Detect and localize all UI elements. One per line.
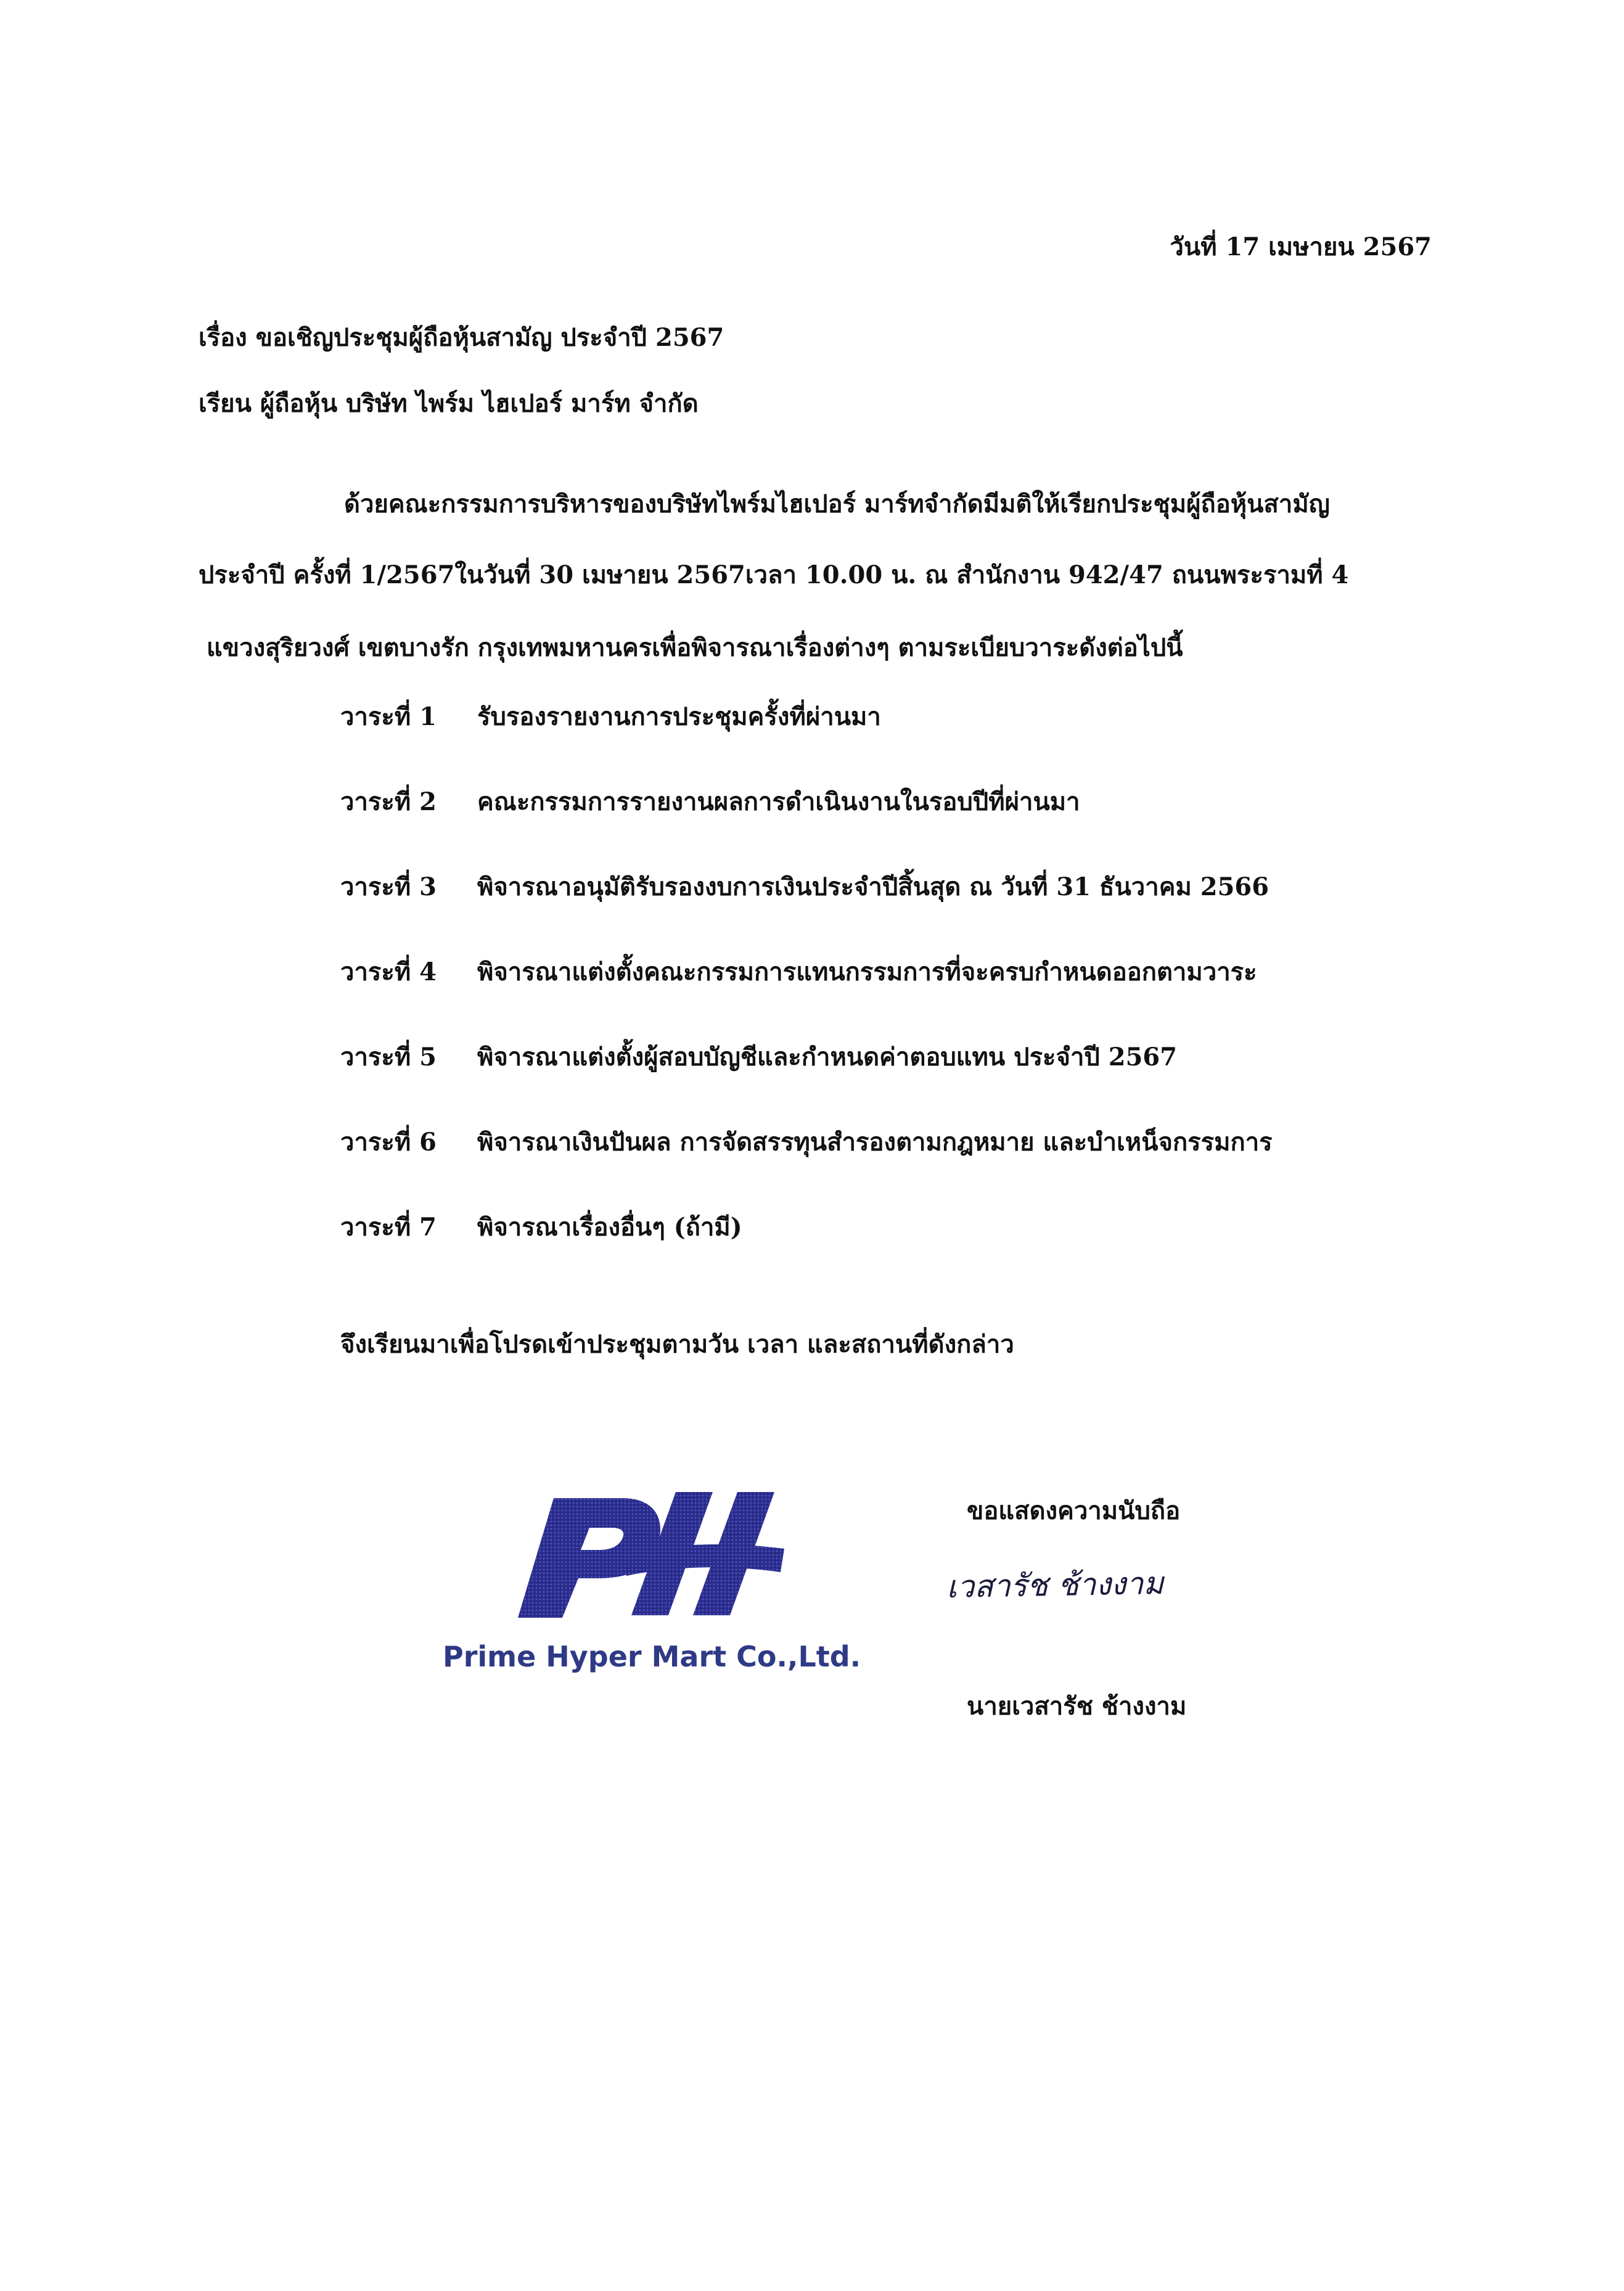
- agenda-item-6: [340, 1122, 1273, 1162]
- company-logo-name: Prime Hyper Mart Co.,Ltd.: [443, 1640, 861, 1673]
- agenda-item-4: [340, 952, 1257, 991]
- agenda-item-1: [340, 697, 881, 736]
- agenda-text: พิจารณาอนุมัติรับรองงบการเงินประจำปีสิ้นสุด ณ วันที่ 31 ธันวาคม 2566: [477, 872, 1269, 901]
- body-paragraph-line-2: ประจำปี ครั้งที่ 1/2567ในวันที่ 30 เมษายน 2567เวลา 10.00 น. ณ สำนักงาน 942/47 ถนนพระรามที่ 4: [199, 560, 1349, 589]
- letter-recipient: เรียน ผู้ถือหุ้น บริษัท ไพร์ม ไฮเปอร์ มาร์ท จำกัด: [199, 389, 699, 418]
- body-paragraph-line-3: แขวงสุริยวงศ์ เขตบางรัก กรุงเทพมหานครเพื่อพิจารณาเรื่องต่างๆ ตามระเบียบวาระดังต่อไปนี้: [207, 633, 1183, 662]
- agenda-item-5: [340, 1037, 1177, 1076]
- closing-sentence: จึงเรียนมาเพื่อโปรดเข้าประชุมตามวัน เวลา และสถานที่ดังกล่าว: [340, 1330, 1014, 1359]
- agenda-text: คณะกรรมการรายงานผลการดำเนินงานในรอบปีที่ผ่านมา: [477, 787, 1080, 816]
- handwritten-signature: เวสารัช ช้างงาม: [946, 1565, 1164, 1605]
- agenda-text: พิจารณาแต่งตั้งผู้สอบบัญชีและกำหนดค่าตอบแทน ประจำปี 2567: [477, 1043, 1178, 1072]
- agenda-number: วาระที่ 1: [340, 702, 437, 731]
- agenda-number: วาระที่ 5: [340, 1043, 437, 1072]
- agenda-item-2: [340, 782, 1080, 821]
- agenda-item-3: [340, 867, 1269, 906]
- agenda-number: วาระที่ 6: [340, 1128, 437, 1157]
- agenda-number: วาระที่ 2: [340, 787, 437, 816]
- signer-name: นายเวสารัช ช้างงาม: [967, 1692, 1187, 1721]
- agenda-text: พิจารณาแต่งตั้งคณะกรรมการแทนกรรมการที่จะครบกำหนดออกตามวาระ: [477, 957, 1257, 986]
- agenda-text: รับรองรายงานการประชุมครั้งที่ผ่านมา: [477, 702, 881, 731]
- agenda-item-7: [340, 1207, 742, 1247]
- agenda-number: วาระที่ 7: [340, 1213, 437, 1242]
- agenda-number: วาระที่ 4: [340, 957, 437, 986]
- letter-date: วันที่ 17 เมษายน 2567: [1170, 232, 1432, 261]
- letter-subject: เรื่อง ขอเชิญประชุมผู้ถือหุ้นสามัญ ประจำปี 2567: [199, 323, 724, 352]
- agenda-text: พิจารณาเรื่องอื่นๆ (ถ้ามี): [477, 1213, 742, 1242]
- agenda-number: วาระที่ 3: [340, 872, 437, 901]
- body-paragraph-line-1: ด้วยคณะกรรมการบริหารของบริษัทไพร์มไฮเปอร์ มาร์ทจำกัดมีมติให้เรียกประชุมผู้ถือหุ้นสามัญ: [344, 490, 1330, 518]
- company-logo-mark: [506, 1480, 789, 1634]
- regards-line: ขอแสดงความนับถือ: [967, 1496, 1181, 1525]
- ph-logo-icon: [506, 1480, 789, 1634]
- agenda-text: พิจารณาเงินปันผล การจัดสรรทุนสำรองตามกฎหมาย และบำเหน็จกรรมการ: [477, 1128, 1273, 1157]
